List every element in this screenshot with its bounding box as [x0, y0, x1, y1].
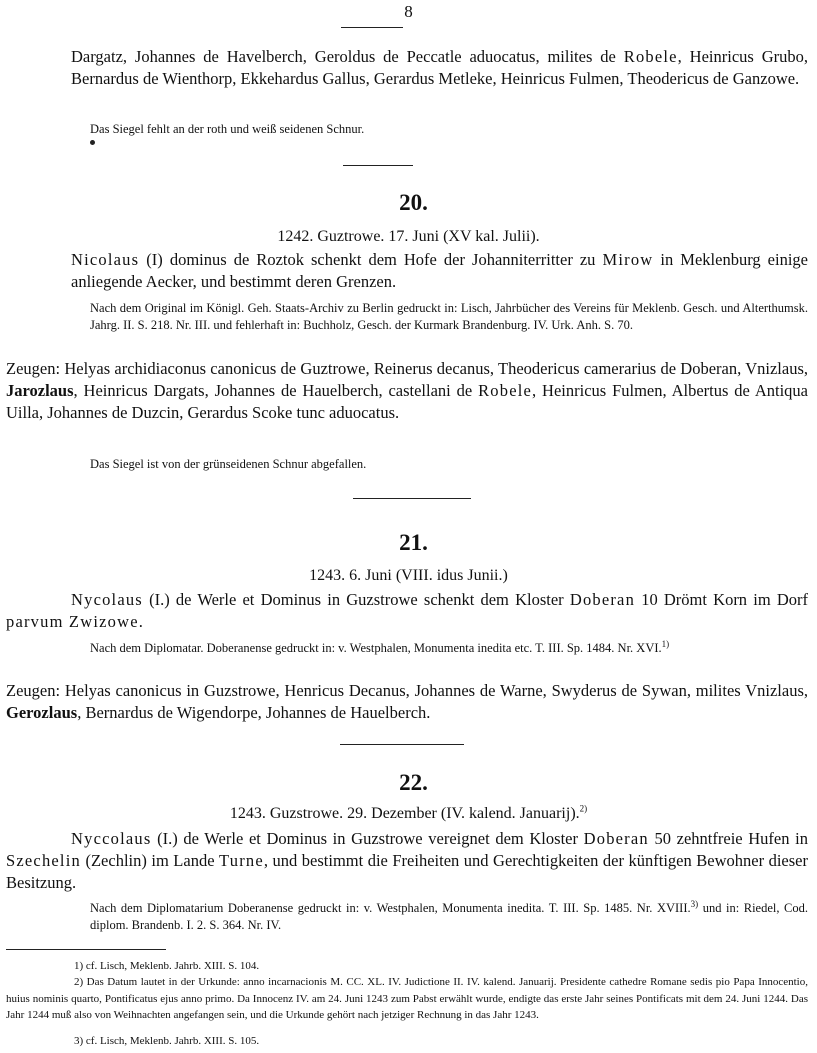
place-name: Szechelin — [6, 851, 81, 870]
section-divider — [343, 165, 413, 166]
document-number: 21. — [399, 530, 428, 555]
seal-note: Das Siegel fehlt an der roth und weiß seidenen Schnur. — [90, 122, 365, 136]
summary-text: 50 zehntfreie Hufen in — [648, 829, 808, 848]
footnote-1: 1) cf. Lisch, Meklenb. Jahrb. XIII. S. 104. — [74, 960, 260, 972]
section-divider — [353, 498, 471, 499]
summary-text: (Zechlin) im Lande — [80, 851, 220, 870]
person-name: Nyccolaus — [71, 829, 152, 848]
summary-text: (I) dominus de Roztok schenkt dem Hofe der Johanniterritter zu — [139, 250, 603, 269]
regest-summary — [6, 589, 808, 633]
source-note — [90, 900, 808, 934]
place-name: Doberan — [569, 590, 636, 609]
witness-text: , Heinricus Fulmen, Albertus de Antiqua Uilla, Johannes de Duzcin, Gerardus Scoke tunc aduocatus. — [6, 381, 808, 422]
ink-dot — [90, 140, 95, 145]
footnote-3: 3) cf. Lisch, Meklenb. Jahrb. XIII. S. 105. — [74, 1035, 260, 1047]
document-heading — [0, 805, 817, 823]
person-name: Nicolaus — [71, 250, 140, 269]
document-heading: 1242. Guztrowe. 17. Juni (XV kal. Julii). — [277, 228, 540, 245]
section-divider — [340, 744, 464, 745]
source-note — [90, 640, 808, 657]
highlighted-name: Jarozlaus — [6, 381, 74, 400]
person-name: Nycolaus — [71, 590, 143, 609]
summary-text: in Meklenburg einige anliegende Aecker, und bestimmt deren Grenzen. — [71, 250, 808, 291]
footnote-ref: 2) — [579, 803, 588, 814]
regest-summary — [71, 249, 808, 293]
footnote-rule — [6, 949, 166, 950]
footnote-ref: 1) — [661, 638, 670, 649]
witness-text: , Heinricus Dargats, Johannes de Hauelberch, castellani de — [73, 381, 479, 400]
summary-text: (I.) de Werle et Dominus in Guzstrowe schenkt dem Kloster — [142, 590, 570, 609]
seal-note: Das Siegel ist von der grünseidenen Schnur abgefallen. — [90, 457, 367, 471]
regest-summary — [6, 828, 808, 894]
witness-text: Zeugen: Helyas canonicus in Guzstrowe, Henricus Decanus, Johannes de Warne, Swyderus de Sywan, milites Vnizlaus, — [6, 681, 808, 700]
continued-text-part: , Heinricus Grubo, Bernardus de Wienthorp, Ekkehardus Gallus, Gerardus Metleke, Heinricus Fulmen, Theodericus de Ganzowe. — [71, 47, 808, 88]
document-heading: 1243. 6. Juni (VIII. idus Junii.) — [309, 567, 508, 584]
witness-list — [6, 680, 808, 724]
summary-text: . — [138, 612, 143, 631]
highlighted-name: Gerozlaus — [6, 703, 78, 722]
document-number: 22. — [399, 770, 428, 795]
summary-text: 10 Drömt Korn im Dorf — [635, 590, 808, 609]
source-note: Nach dem Original im Königl. Geh. Staats-Archiv zu Berlin gedruckt in: Lisch, Jahrbücher des Vereins für Meklenb. Gesch. und Alterthumsk. Jahrg. II. S. 218. Nr. III. und fehlerhaft in: Buchholz, Gesch. der Kurmark Brandenburg. IV. Urk. Anh. S. 70. — [90, 301, 808, 332]
place-name: Robele — [478, 381, 533, 400]
source-text: und in: Riedel, Cod. diplom. Brandenb. I. 2. S. 364. Nr. IV. — [90, 901, 808, 932]
place-name: parvum Zwizowe — [6, 612, 139, 631]
place-name: Doberan — [583, 829, 649, 848]
heading-text: 1243. Guzstrowe. 29. Dezember (IV. kalend. Januarij). — [229, 805, 580, 822]
place-name: Mirow — [602, 250, 654, 269]
page-number: 8 — [404, 2, 413, 21]
footnote-2: 2) Das Datum lautet in der Urkunde: anno incarnacionis M. CC. XL. IV. Judictione II. IV. kalend. Januarij. Presidente cathedre Romane sedis pio Papa Innocentio, huius nominis quarto, Pontificatus ejus anno primo. Da Innocenz IV. am 24. Juni 1243 zum Pabst erwählt wurde, endigte das erste Jahr seines Pontificats mit dem 24. Juni 1244. Das Jahr 1244 muß also von Weihnachten angefangen sein, und die Urkunde gehört nach jetziger Rechnung in das Jahr 1243. — [6, 976, 808, 1021]
continued-text-part: Dargatz, Johannes de Havelberch, Geroldus de Peccatle aduocatus, milites de — [71, 47, 624, 66]
place-name: Turne — [219, 851, 264, 870]
source-text: Nach dem Diplomatar. Doberanense gedruckt in: v. Westphalen, Monumenta inedita etc. T. III. Sp. 1484. Nr. XVI. — [90, 641, 662, 655]
footnote-ref: 3) — [690, 898, 699, 909]
source-text: Nach dem Diplomatarium Doberanense gedruckt in: v. Westphalen, Monumenta inedita. T. III. Sp. 1485. Nr. XVIII. — [90, 901, 691, 915]
document-number: 20. — [399, 190, 428, 215]
top-rule — [341, 27, 403, 28]
continued-witness-list — [71, 46, 808, 90]
summary-text: , und bestimmt die Freiheiten und Gerechtigkeiten der künftigen Bewohner dieser Besitzung. — [6, 851, 808, 892]
summary-text: (I.) de Werle et Dominus in Guzstrowe vereignet dem Kloster — [151, 829, 584, 848]
witness-text: , Bernardus de Wigendorpe, Johannes de Hauelberch. — [77, 703, 431, 722]
witness-text: Zeugen: Helyas archidiaconus canonicus de Guztrowe, Reinerus decanus, Theodericus camerarius de Doberan, Vnizlaus, — [6, 359, 808, 378]
witness-list — [6, 358, 808, 424]
place-name: Robele — [623, 47, 678, 66]
